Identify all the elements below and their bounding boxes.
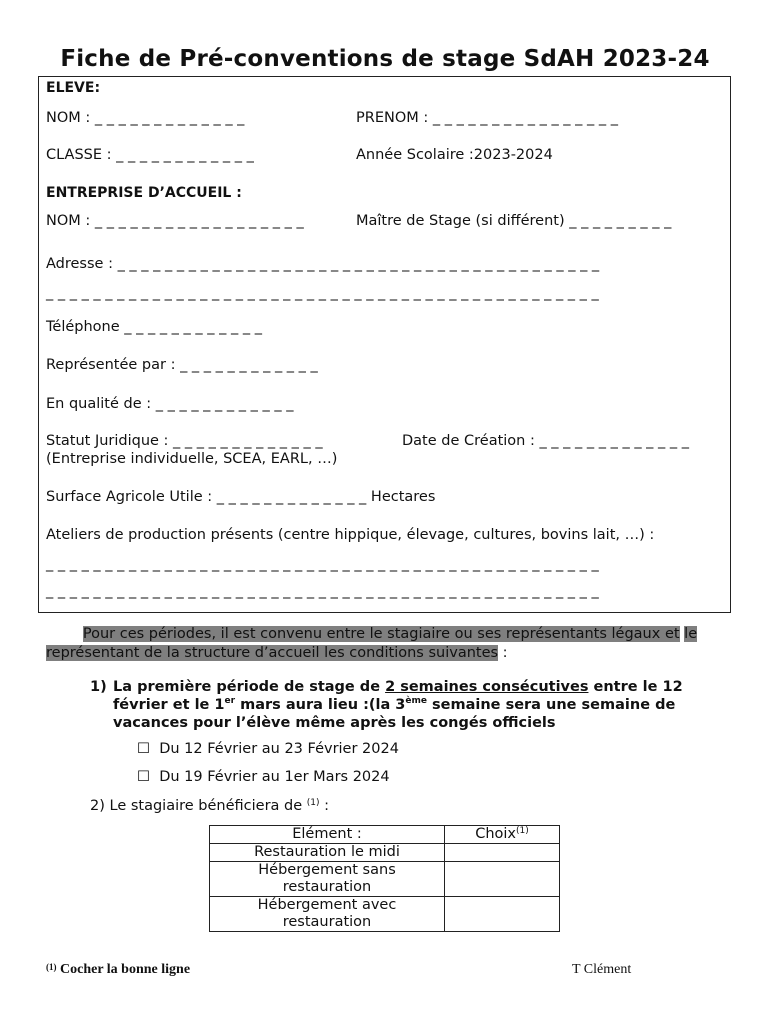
telephone-field[interactable]: Téléphone _ _ _ _ _ _ _ _ _ _ _ _ — [46, 319, 262, 335]
statut-juridique-field[interactable]: Statut Juridique : _ _ _ _ _ _ _ _ _ _ _ _ _ — [46, 433, 323, 449]
header-choix-label: Choix — [475, 826, 517, 842]
option-19-fevrier-checkbox[interactable]: ☐ Du 19 Février au 1er Mars 2024 — [137, 769, 390, 785]
eleve-prenom-field[interactable]: PRENOM : _ _ _ _ _ _ _ _ _ _ _ _ _ _ _ _ — [356, 110, 618, 126]
page-title: Fiche de Pré-conventions de stage SdAH 2023-24 — [60, 46, 710, 72]
item-1-text-b: entre le 12 février et le 1 — [113, 679, 683, 713]
ateliers-label: Ateliers de production présents (centre hippique, élevage, cultures, bovins lait, …) : — [46, 527, 655, 543]
surface-field[interactable]: Surface Agricole Utile : _ _ _ _ _ _ _ _ _ _ _ _ _ Hectares — [46, 489, 436, 505]
date-creation-field[interactable]: Date de Création : _ _ _ _ _ _ _ _ _ _ _ _ _ — [402, 433, 690, 449]
table-header-row — [210, 826, 560, 844]
footnote — [46, 962, 190, 978]
item-2-sup: (1) — [306, 798, 320, 808]
ateliers-line-1[interactable]: _ _ _ _ _ _ _ _ _ _ _ _ _ _ _ _ _ _ _ _ _ _ _ _ _ _ _ _ _ _ _ _ _ _ _ _ _ _ _ _ _ _ _ _ _ _ _ — [46, 556, 599, 572]
row-element: Restauration le midi — [210, 844, 445, 862]
intro-tail: : — [498, 645, 508, 661]
table-row — [210, 897, 560, 932]
item-1-sup-er: er — [224, 696, 236, 706]
item-1-sup-eme: ème — [405, 696, 427, 706]
intro-indent — [46, 626, 83, 642]
row-element: Hébergement avec restauration — [210, 897, 445, 932]
eleve-nom-field[interactable]: NOM : _ _ _ _ _ _ _ _ _ _ _ _ _ — [46, 110, 245, 126]
representee-field[interactable]: Représentée par : _ _ _ _ _ _ _ _ _ _ _ _ — [46, 357, 318, 373]
item-1 — [90, 678, 720, 732]
entreprise-nom-field[interactable]: NOM : _ _ _ _ _ _ _ _ _ _ _ _ _ _ _ _ _ _ — [46, 213, 304, 229]
item-1-underlined: 2 semaines consécutives — [385, 679, 589, 695]
item-2-text: 2) Le stagiaire bénéficiera de — [90, 798, 307, 814]
item-1-text — [113, 678, 720, 732]
item-1-number: 1) — [90, 679, 107, 695]
ateliers-line-2[interactable]: _ _ _ _ _ _ _ _ _ _ _ _ _ _ _ _ _ _ _ _ _ _ _ _ _ _ _ _ _ _ _ _ _ _ _ _ _ _ _ _ _ _ _ _ _ _ _ — [46, 583, 599, 599]
eleve-heading: ELEVE: — [46, 80, 101, 96]
statut-juridique-note: (Entreprise individuelle, SCEA, EARL, …) — [46, 451, 338, 467]
intro-paragraph — [46, 625, 726, 663]
row-element: Hébergement sans restauration — [210, 862, 445, 897]
header-choix — [445, 826, 560, 844]
adresse-field[interactable]: Adresse : _ _ _ _ _ _ _ _ _ _ _ _ _ _ _ _ _ _ _ _ _ _ _ _ _ _ _ _ _ _ _ _ _ _ _ _ _ _ _ _ _ — [46, 256, 600, 272]
item-2-tail: : — [319, 798, 330, 814]
intro-highlight-1: Pour ces périodes, il est convenu entre le stagiaire ou ses représentants légaux et — [82, 626, 680, 642]
item-1-text-c: mars aura lieu :(la 3 — [235, 697, 406, 713]
qualite-field[interactable]: En qualité de : _ _ _ _ _ _ _ _ _ _ _ _ — [46, 396, 294, 412]
annee-scolaire: Année Scolaire :2023-2024 — [356, 147, 553, 163]
maitre-stage-field[interactable]: Maître de Stage (si différent) _ _ _ _ _ _ _ _ _ — [356, 213, 672, 229]
adresse-line-2[interactable]: _ _ _ _ _ _ _ _ _ _ _ _ _ _ _ _ _ _ _ _ _ _ _ _ _ _ _ _ _ _ _ _ _ _ _ _ _ _ _ _ _ _ _ _ _ _ _ — [46, 285, 599, 301]
eleve-classe-field[interactable]: CLASSE : _ _ _ _ _ _ _ _ _ _ _ _ — [46, 147, 254, 163]
item-2 — [90, 798, 329, 815]
entreprise-heading: ENTREPRISE D’ACCUEIL : — [46, 185, 242, 201]
row-choice-cell[interactable] — [445, 844, 560, 862]
item-1-text-d: semaine sera une semaine de vacances pour l’élève même après les congés officiels — [113, 697, 676, 731]
footnote-text: Cocher la bonne ligne — [56, 962, 191, 977]
option-12-fevrier-checkbox[interactable]: ☐ Du 12 Février au 23 Février 2024 — [137, 741, 399, 757]
header-choix-sup: (1) — [516, 826, 529, 836]
intro-highlight-2: le représentant de la structure d’accueil les conditions suivantes — [46, 626, 698, 661]
header-element: Elément : — [210, 826, 445, 844]
item-1-text-a: La première période de stage de — [113, 679, 386, 695]
footnote-sup: (1) — [46, 962, 57, 972]
choice-table — [209, 825, 560, 932]
row-choice-cell[interactable] — [445, 897, 560, 932]
author: T Clément — [572, 962, 632, 977]
table-row — [210, 844, 560, 862]
row-choice-cell[interactable] — [445, 862, 560, 897]
table-row — [210, 862, 560, 897]
